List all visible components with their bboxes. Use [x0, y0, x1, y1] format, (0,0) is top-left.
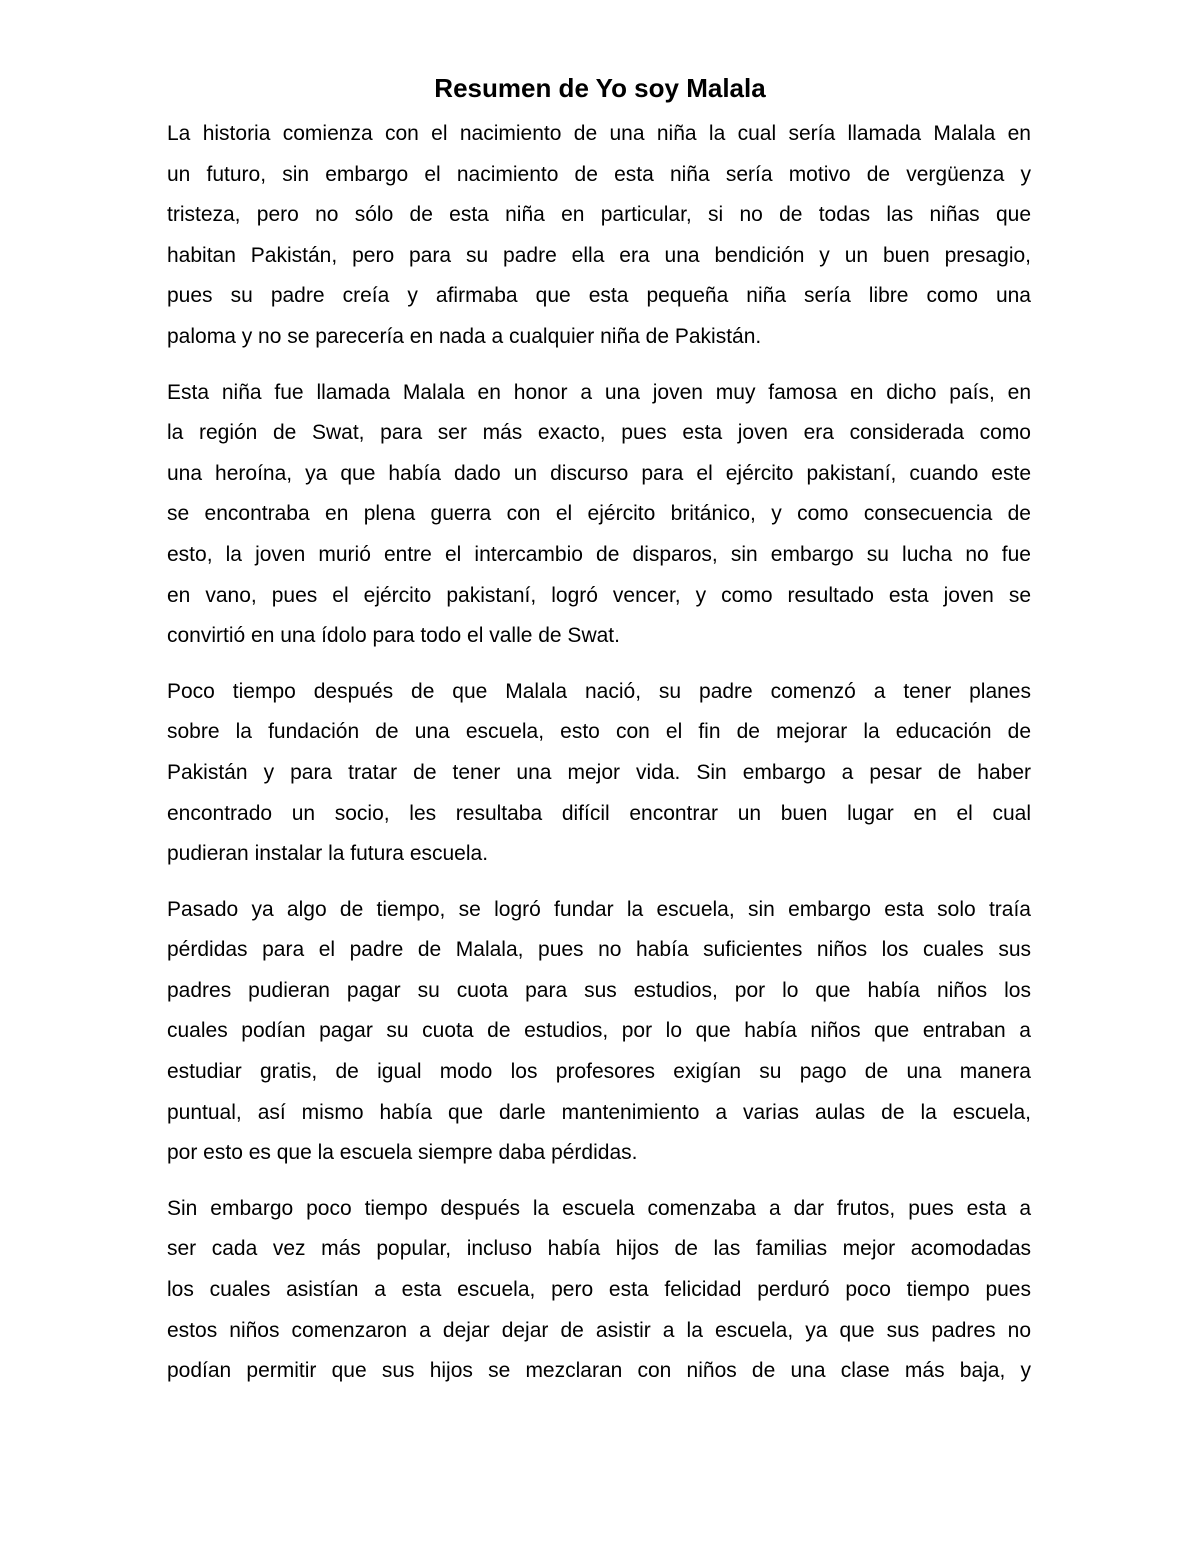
text-line: Pakistán y para tratar de tener una mejor vida. Sin embargo a pesar de haber [167, 760, 1031, 784]
text-line: Pasado ya algo de tiempo, se logró fundar la escuela, sin embargo esta solo traía [167, 897, 1031, 921]
paragraph [167, 672, 1031, 875]
text-line: una heroína, ya que había dado un discurso para el ejército pakistaní, cuando este [167, 461, 1031, 485]
text-line: convirtió en una ídolo para todo el valle de Swat. [167, 624, 620, 648]
text-line: estudiar gratis, de igual modo los profesores exigían su pago de una manera [167, 1060, 1031, 1084]
text-line: Sin embargo poco tiempo después la escuela comenzaba a dar frutos, pues esta a [167, 1196, 1031, 1220]
text-line: encontrado un socio, les resultaba difícil encontrar un buen lugar en el cual [167, 801, 1031, 825]
text-line: La historia comienza con el nacimiento de una niña la cual sería llamada Malala en [167, 122, 1031, 145]
text-line: en vano, pues el ejército pakistaní, logró vencer, y como resultado esta joven se [167, 583, 1031, 607]
text-line: pues su padre creía y afirmaba que esta pequeña niña sería libre como una [167, 284, 1031, 308]
text-line: la región de Swat, para ser más exacto, pues esta joven era considerada como [167, 421, 1031, 445]
paragraph [167, 890, 1031, 1174]
paragraph [167, 1189, 1031, 1392]
text-line: tristeza, pero no sólo de esta niña en particular, si no de todas las niñas que [167, 203, 1031, 227]
text-line: Esta niña fue llamada Malala en honor a una joven muy famosa en dicho país, en [167, 380, 1031, 404]
document-title: Resumen de Yo soy Malala [434, 73, 766, 103]
text-line: un futuro, sin embargo el nacimiento de esta niña sería motivo de vergüenza y [167, 162, 1031, 186]
text-line: pudieran instalar la futura escuela. [167, 842, 489, 866]
text-line: los cuales asistían a esta escuela, pero esta felicidad perduró poco tiempo pues [167, 1278, 1031, 1302]
text-line: paloma y no se parecería en nada a cualquier niña de Pakistán. [167, 324, 762, 348]
text-line: se encontraba en plena guerra con el ejército británico, y como consecuencia de [167, 502, 1031, 526]
paragraph [167, 373, 1031, 657]
text-line: puntual, así mismo había que darle mantenimiento a varias aulas de la escuela, [167, 1100, 1031, 1124]
text-line: pérdidas para el padre de Malala, pues no había suficientes niños los cuales sus [167, 938, 1031, 962]
text-line: podían permitir que sus hijos se mezclaran con niños de una clase más baja, y [167, 1359, 1031, 1383]
paragraph [167, 114, 1031, 358]
text-line: habitan Pakistán, pero para su padre ella era una bendición y un buen presagio, [167, 243, 1031, 267]
text-line: sobre la fundación de una escuela, esto con el fin de mejorar la educación de [167, 720, 1031, 744]
document-body [167, 114, 1031, 1407]
text-line: padres pudieran pagar su cuota para sus estudios, por lo que había niños los [167, 978, 1031, 1002]
text-line: cuales podían pagar su cuota de estudios, por lo que había niños que entraban a [167, 1019, 1031, 1043]
text-line: esto, la joven murió entre el intercambio de disparos, sin embargo su lucha no fue [167, 542, 1031, 566]
text-line: por esto es que la escuela siempre daba pérdidas. [167, 1141, 638, 1165]
text-line: estos niños comenzaron a dejar dejar de asistir a la escuela, ya que sus padres no [167, 1318, 1031, 1342]
text-line: ser cada vez más popular, incluso había hijos de las familias mejor acomodadas [167, 1237, 1031, 1261]
text-line: Poco tiempo después de que Malala nació, su padre comenzó a tener planes [167, 679, 1031, 703]
